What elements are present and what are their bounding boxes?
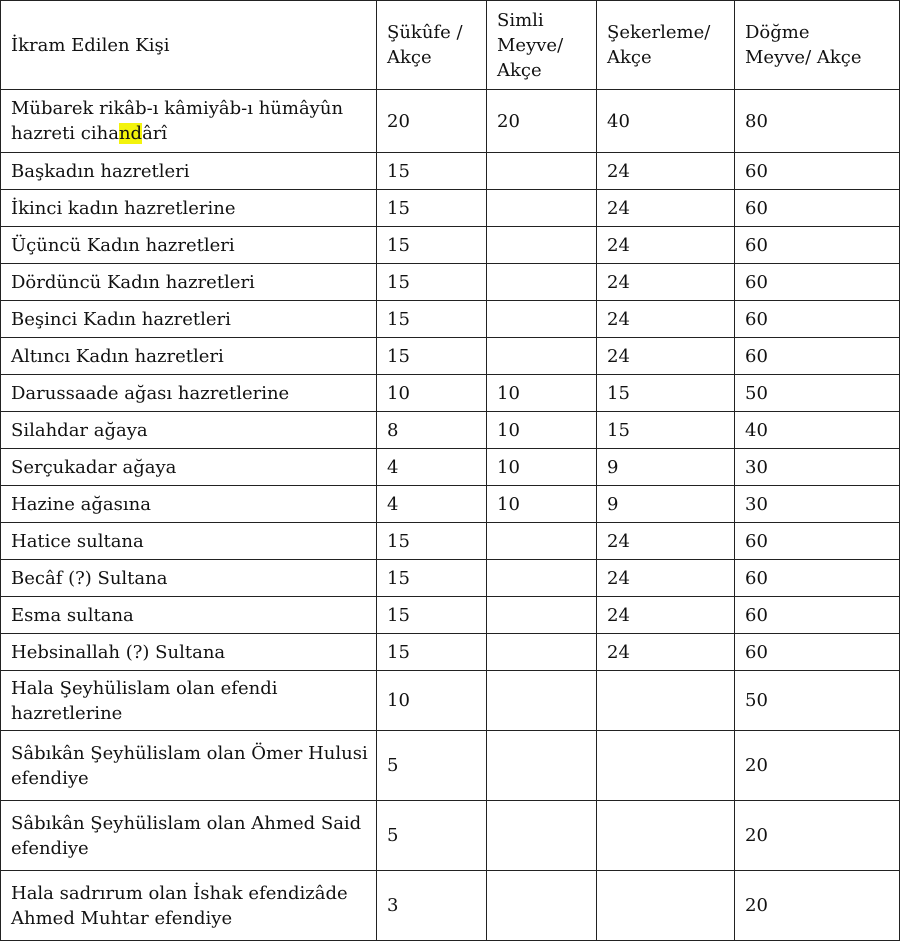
recipient-cell: Sâbıkân Şeyhülislam olan Ömer Hulusi efendiye	[1, 731, 377, 801]
sukufe-cell: 15	[377, 227, 487, 264]
simli-meyve-cell	[487, 153, 597, 190]
sekerleme-cell: 24	[597, 597, 735, 634]
dogme-meyve-cell: 60	[735, 153, 900, 190]
recipient-cell: Üçüncü Kadın hazretleri	[1, 227, 377, 264]
dogme-meyve-cell: 60	[735, 338, 900, 375]
table-row	[1, 338, 900, 375]
sukufe-cell: 3	[377, 871, 487, 941]
table-row	[1, 190, 900, 227]
sekerleme-cell	[597, 871, 735, 941]
recipient-cell: Hazine ağasına	[1, 486, 377, 523]
sukufe-cell: 15	[377, 338, 487, 375]
sukufe-cell: 15	[377, 560, 487, 597]
sekerleme-cell	[597, 671, 735, 731]
table-row	[1, 634, 900, 671]
sekerleme-cell: 24	[597, 523, 735, 560]
sekerleme-cell: 15	[597, 412, 735, 449]
simli-meyve-cell: 10	[487, 486, 597, 523]
recipient-cell: Beşinci Kadın hazretleri	[1, 301, 377, 338]
recipient-name-part: ârî	[142, 123, 168, 144]
simli-meyve-cell	[487, 264, 597, 301]
column-header-recipient: İkram Edilen Kişi	[1, 1, 377, 90]
simli-meyve-cell	[487, 671, 597, 731]
sukufe-cell: 10	[377, 375, 487, 412]
sukufe-cell: 5	[377, 801, 487, 871]
table-row	[1, 671, 900, 731]
table-row	[1, 597, 900, 634]
recipient-cell: Hala Şeyhülislam olan efendi hazretlerine	[1, 671, 377, 731]
column-header-sekerleme: Şekerleme/ Akçe	[597, 1, 735, 90]
dogme-meyve-cell: 20	[735, 731, 900, 801]
sekerleme-cell: 24	[597, 190, 735, 227]
recipient-cell: Dördüncü Kadın hazretleri	[1, 264, 377, 301]
table-row	[1, 871, 900, 941]
simli-meyve-cell	[487, 871, 597, 941]
dogme-meyve-cell: 60	[735, 634, 900, 671]
table-row	[1, 153, 900, 190]
recipient-cell: Serçukadar ağaya	[1, 449, 377, 486]
dogme-meyve-cell: 40	[735, 412, 900, 449]
sekerleme-cell: 24	[597, 227, 735, 264]
recipient-cell: Sâbıkân Şeyhülislam olan Ahmed Said efendiye	[1, 801, 377, 871]
sekerleme-cell	[597, 731, 735, 801]
simli-meyve-cell	[487, 731, 597, 801]
sukufe-cell: 8	[377, 412, 487, 449]
simli-meyve-cell: 10	[487, 412, 597, 449]
recipient-cell: Başkadın hazretleri	[1, 153, 377, 190]
recipient-cell	[1, 90, 377, 153]
recipient-name-part: Mübarek rikâb-ı kâmiyâb-ı hümâyûn hazreti ciha	[11, 98, 344, 144]
column-header-simli-meyve: Simli Meyve/ Akçe	[487, 1, 597, 90]
dogme-meyve-cell: 30	[735, 449, 900, 486]
sukufe-cell: 15	[377, 634, 487, 671]
table-row	[1, 90, 900, 153]
table-row	[1, 375, 900, 412]
simli-meyve-cell	[487, 338, 597, 375]
sukufe-cell: 10	[377, 671, 487, 731]
sekerleme-cell: 24	[597, 301, 735, 338]
sekerleme-cell: 40	[597, 90, 735, 153]
dogme-meyve-cell: 60	[735, 301, 900, 338]
dogme-meyve-cell: 60	[735, 597, 900, 634]
recipient-cell: Hebsinallah (?) Sultana	[1, 634, 377, 671]
table-row	[1, 227, 900, 264]
sekerleme-cell: 24	[597, 153, 735, 190]
sekerleme-cell: 24	[597, 560, 735, 597]
sukufe-cell: 15	[377, 523, 487, 560]
recipient-cell: İkinci kadın hazretlerine	[1, 190, 377, 227]
simli-meyve-cell	[487, 801, 597, 871]
column-header-dogme-meyve: Döğme Meyve/ Akçe	[735, 1, 900, 90]
simli-meyve-cell: 20	[487, 90, 597, 153]
sekerleme-cell	[597, 801, 735, 871]
dogme-meyve-cell: 50	[735, 671, 900, 731]
recipient-cell: Hatice sultana	[1, 523, 377, 560]
simli-meyve-cell	[487, 597, 597, 634]
sukufe-cell: 4	[377, 449, 487, 486]
column-header-sukufe: Şükûfe / Akçe	[377, 1, 487, 90]
sukufe-cell: 15	[377, 597, 487, 634]
table-row	[1, 264, 900, 301]
table-row	[1, 412, 900, 449]
table-row	[1, 560, 900, 597]
dogme-meyve-cell: 60	[735, 227, 900, 264]
recipient-cell: Hala sadrırum olan İshak efendizâde Ahmed Muhtar efendiye	[1, 871, 377, 941]
sukufe-cell: 5	[377, 731, 487, 801]
sekerleme-cell: 15	[597, 375, 735, 412]
dogme-meyve-cell: 60	[735, 190, 900, 227]
recipient-cell: Silahdar ağaya	[1, 412, 377, 449]
sekerleme-cell: 24	[597, 338, 735, 375]
simli-meyve-cell	[487, 523, 597, 560]
sukufe-cell: 15	[377, 153, 487, 190]
dogme-meyve-cell: 60	[735, 523, 900, 560]
sekerleme-cell: 9	[597, 486, 735, 523]
recipient-cell: Becâf (?) Sultana	[1, 560, 377, 597]
sekerleme-cell: 24	[597, 264, 735, 301]
header-row	[1, 1, 900, 90]
sukufe-cell: 20	[377, 90, 487, 153]
simli-meyve-cell	[487, 227, 597, 264]
dogme-meyve-cell: 80	[735, 90, 900, 153]
sukufe-cell: 4	[377, 486, 487, 523]
table-row	[1, 801, 900, 871]
recipient-cell: Darussaade ağası hazretlerine	[1, 375, 377, 412]
sukufe-cell: 15	[377, 301, 487, 338]
dogme-meyve-cell: 60	[735, 264, 900, 301]
dogme-meyve-cell: 50	[735, 375, 900, 412]
dogme-meyve-cell: 30	[735, 486, 900, 523]
recipient-cell: Esma sultana	[1, 597, 377, 634]
table-row	[1, 486, 900, 523]
simli-meyve-cell: 10	[487, 449, 597, 486]
table-row	[1, 731, 900, 801]
simli-meyve-cell	[487, 301, 597, 338]
highlighted-text: nd	[118, 123, 143, 144]
dogme-meyve-cell: 20	[735, 871, 900, 941]
simli-meyve-cell: 10	[487, 375, 597, 412]
sukufe-cell: 15	[377, 264, 487, 301]
sukufe-cell: 15	[377, 190, 487, 227]
table-row	[1, 449, 900, 486]
simli-meyve-cell	[487, 190, 597, 227]
sekerleme-cell: 24	[597, 634, 735, 671]
table-row	[1, 523, 900, 560]
simli-meyve-cell	[487, 560, 597, 597]
simli-meyve-cell	[487, 634, 597, 671]
recipient-cell: Altıncı Kadın hazretleri	[1, 338, 377, 375]
table-row	[1, 301, 900, 338]
dogme-meyve-cell: 60	[735, 560, 900, 597]
sekerleme-cell: 9	[597, 449, 735, 486]
dogme-meyve-cell: 20	[735, 801, 900, 871]
